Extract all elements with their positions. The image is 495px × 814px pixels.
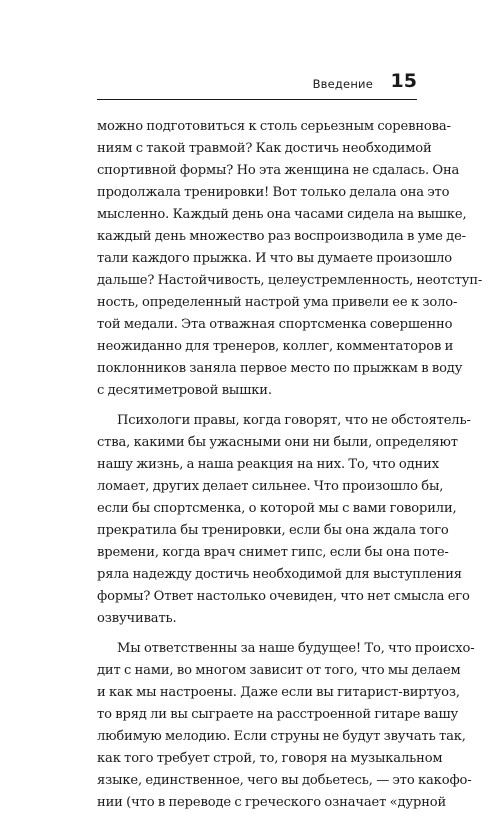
- text-line: времени, когда врач снимет гипс, если бы она поте-: [97, 545, 449, 560]
- text-line: Мы ответственны за наше будущее! То, что происхо-: [117, 641, 475, 656]
- text-line: то вряд ли вы сыграете на расстроенной гитаре вашу: [97, 707, 459, 722]
- text-line: можно подготовиться к столь серьезным соревнова-: [97, 119, 451, 134]
- text-line: поклонников заняла первое место по прыжкам в воду: [97, 361, 463, 376]
- text-line: озвучивать.: [97, 611, 177, 626]
- text-line: дит с нами, во многом зависит от того, что мы делаем: [97, 663, 461, 678]
- text-line: нашу жизнь, а наша реакция на них. То, что одних: [97, 457, 439, 472]
- text-line: Психологи правы, когда говорят, что не обстоятель-: [117, 413, 471, 428]
- running-head: [97, 72, 417, 94]
- text-line: дальше? Настойчивость, целеустремленность, неотступ-: [97, 273, 483, 288]
- text-line: мысленно. Каждый день она часами сидела на вышке,: [97, 207, 467, 222]
- text-line: нии (что в переводе с греческого означает «дурной: [97, 795, 447, 810]
- text-line: если бы спортсменка, о которой мы с вами говорили,: [97, 501, 457, 516]
- text-line: ность, определенный настрой ума привели ее к золо-: [97, 295, 458, 310]
- paragraph-3: [97, 638, 475, 814]
- text-line: неожиданно для тренеров, коллег, комментаторов и: [97, 339, 454, 354]
- text-line: продолжала тренировки! Вот только делала она это: [97, 185, 450, 200]
- section-title: Введение: [312, 77, 373, 91]
- text-line: каждый день множество раз воспроизводила в уме де-: [97, 229, 466, 244]
- text-line: формы? Ответ настолько очевиден, что нет смысла его: [97, 589, 470, 604]
- body-text: [97, 116, 483, 814]
- text-line: как того требует строй, то, говоря на музыкальном: [97, 751, 443, 766]
- header-rule: [97, 99, 417, 100]
- text-line: любимую мелодию. Если струны не будут звучать так,: [97, 729, 466, 744]
- text-line: ниям с такой травмой? Как достичь необходимой: [97, 141, 432, 156]
- page-number: 15: [390, 70, 417, 92]
- text-line: ломает, других делает сильнее. Что произошло бы,: [97, 479, 444, 494]
- text-line: спортивной формы? Но эта женщина не сдалась. Она: [97, 163, 460, 178]
- text-line: ства, какими бы ужасными они ни были, определяют: [97, 435, 458, 450]
- text-line: ряла надежду достичь необходимой для выступления: [97, 567, 462, 582]
- text-line: прекратила бы тренировки, если бы она ждала того: [97, 523, 449, 538]
- paragraph-1: [97, 116, 483, 402]
- paragraph-2: [97, 410, 471, 630]
- text-line: тали каждого прыжка. И что вы думаете произошло: [97, 251, 453, 266]
- text-line: языке, единственное, чего вы добьетесь, — это какофо-: [97, 773, 472, 788]
- text-line: и как мы настроены. Даже если вы гитарист-виртуоз,: [97, 685, 460, 700]
- text-line: с десятиметровой вышки.: [97, 383, 272, 398]
- text-line: той медали. Эта отважная спортсменка совершенно: [97, 317, 453, 332]
